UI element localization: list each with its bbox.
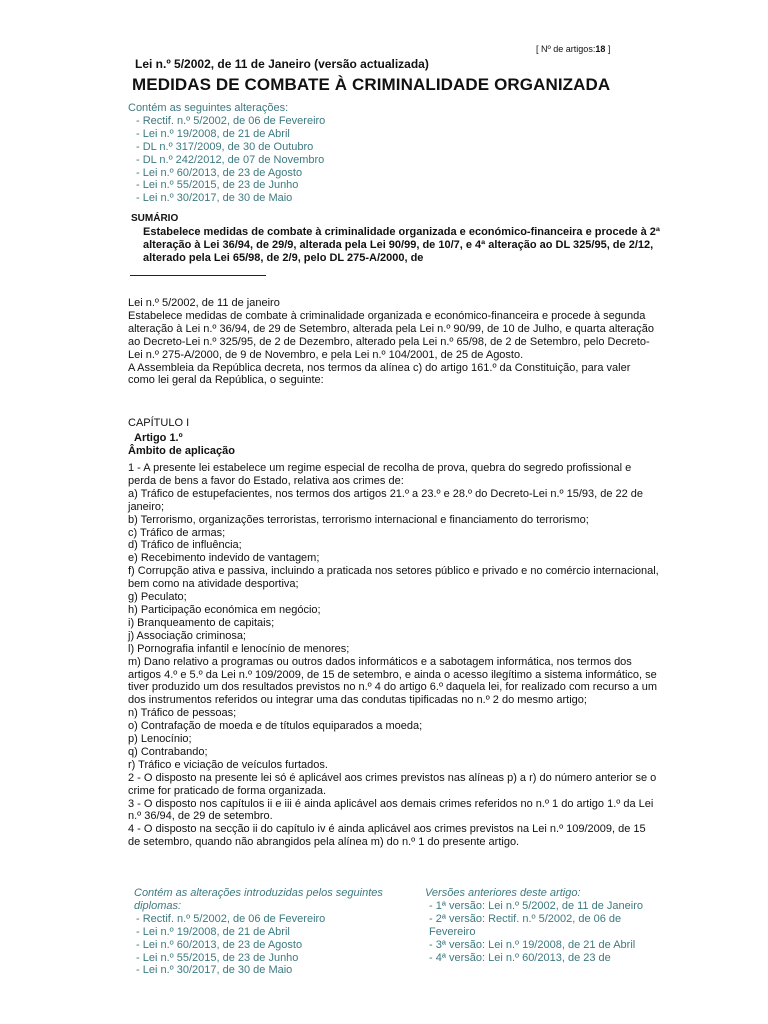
article-line: 3 - O disposto nos capítulos ii e iii é ainda aplicável aos demais crimes referidos no n.º 1 do artigo 1.º da Lei n.º 36/94, de 29 de setembro. bbox=[128, 797, 654, 823]
change-link[interactable]: - Lei n.º 19/2008, de 21 de Abril bbox=[136, 127, 290, 140]
article-line: 2 - O disposto na presente lei só é aplicável aos crimes previstos nas alíneas p) a r) do número anterior se o crime for praticado de forma organizada. bbox=[128, 771, 657, 797]
divider bbox=[130, 275, 266, 276]
article-title: Artigo 1.º bbox=[134, 432, 183, 444]
preamble-line: Estabelece medidas de combate à criminalidade organizada e económico-financeira e procede à segunda alteração à Lei n.º 36/94, de 29 de Setembro, alterada pela Lei n.º 90/99, de 10 de Julho, e quarta alteração ao Decreto-Lei n.º 325/95, de 2 de Dezembro, alterado pela Lei n.º 65/98, de 2 de Setembro, pelo Decreto-Lei n.º 275-A/2000, de 9 de Novembro, e pela Lei n.º 104/2001, de 25 de Agosto. bbox=[128, 309, 655, 361]
amendments-heading: Contém as alterações introduzidas pelos seguintes diplomas: bbox=[134, 887, 383, 912]
changes-list bbox=[128, 102, 325, 205]
article-line: h) Participação económica em negócio; bbox=[128, 603, 321, 616]
article-subtitle: Âmbito de aplicação bbox=[128, 445, 235, 457]
article-line: f) Corrupção ativa e passiva, incluindo a praticada nos setores público e privado e no comércio internacional, bem como na atividade desportiva; bbox=[128, 565, 659, 591]
change-link[interactable]: - Rectif. n.º 5/2002, de 06 de Fevereiro bbox=[136, 114, 326, 127]
article-line: q) Contrabando; bbox=[128, 745, 208, 758]
change-link[interactable]: - Lei n.º 60/2013, de 23 de Agosto bbox=[136, 166, 303, 179]
page-title: MEDIDAS DE COMBATE À CRIMINALIDADE ORGANIZADA bbox=[132, 75, 611, 94]
change-link[interactable]: - DL n.º 317/2009, de 30 de Outubro bbox=[136, 140, 314, 153]
article-line: o) Contrafação de moeda e de títulos equiparados a moeda; bbox=[128, 720, 423, 733]
preamble bbox=[128, 297, 660, 387]
article-line: g) Peculato; bbox=[128, 591, 187, 604]
article-count-suffix: ] bbox=[607, 44, 611, 54]
changes-heading: Contém as seguintes alterações: bbox=[128, 102, 289, 114]
article-line: e) Recebimento indevido de vantagem; bbox=[128, 552, 320, 565]
version-link[interactable]: - 2ª versão: Rectif. n.º 5/2002, de 06 de Fevereiro bbox=[429, 912, 622, 938]
amendment-link[interactable]: - Lei n.º 60/2013, de 23 de Agosto bbox=[136, 938, 303, 951]
article-line: n) Tráfico de pessoas; bbox=[128, 707, 237, 720]
article-count-prefix: [ Nº de artigos: bbox=[536, 44, 596, 54]
chapter-heading: CAPÍTULO I bbox=[128, 417, 190, 429]
article-body bbox=[128, 462, 660, 849]
amendments-list bbox=[128, 887, 390, 977]
article-line: i) Branqueamento de capitais; bbox=[128, 616, 275, 629]
previous-versions-heading: Versões anteriores deste artigo: bbox=[425, 887, 581, 899]
article-line: j) Associação criminosa; bbox=[128, 629, 246, 642]
change-link[interactable]: - Lei n.º 30/2017, de 30 de Maio bbox=[136, 192, 293, 205]
version-link[interactable]: - 4ª versão: Lei n.º 60/2013, de 23 de bbox=[429, 951, 611, 964]
summary-text: Estabelece medidas de combate à criminalidade organizada e económico-financeira e procede à 2ª alteração à Lei 36/94, de 29/9, alterada pela Lei 90/99, de 10/7, e 4ª alteração ao DL 325/95, de 2/12, alterado pela Lei 65/98, de 2/9, pelo DL 275-A/2000, de bbox=[143, 226, 660, 264]
version-link[interactable]: - 1ª versão: Lei n.º 5/2002, de 11 de Janeiro bbox=[429, 899, 643, 912]
amendment-link[interactable]: - Rectif. n.º 5/2002, de 06 de Fevereiro bbox=[136, 912, 326, 925]
article-count bbox=[536, 43, 610, 56]
previous-versions-list bbox=[419, 887, 659, 964]
article-count-value: 18 bbox=[595, 44, 606, 54]
change-link[interactable]: - DL n.º 242/2012, de 07 de Novembro bbox=[136, 153, 325, 166]
preamble-line: A Assembleia da República decreta, nos termos da alínea c) do artigo 161.º da Constituição, para valer como lei geral da República, o seguinte: bbox=[128, 361, 631, 387]
amendment-link[interactable]: - Lei n.º 55/2015, de 23 de Junho bbox=[136, 951, 299, 964]
law-title: Lei n.º 5/2002, de 11 de Janeiro (versão actualizada) bbox=[135, 57, 429, 71]
amendment-link[interactable]: - Lei n.º 19/2008, de 21 de Abril bbox=[136, 925, 290, 938]
summary-label: SUMÁRIO bbox=[131, 213, 179, 224]
amendment-link[interactable]: - Lei n.º 30/2017, de 30 de Maio bbox=[136, 964, 293, 977]
article-line: l) Pornografia infantil e lenocínio de menores; bbox=[128, 642, 350, 655]
change-link[interactable]: - Lei n.º 55/2015, de 23 de Junho bbox=[136, 179, 299, 192]
article-line: a) Tráfico de estupefacientes, nos termos dos artigos 21.º a 23.º e 28.º do Decreto-Lei n.º 15/93, de 22 de janeiro; bbox=[128, 487, 644, 513]
article-line: 1 - A presente lei estabelece um regime especial de recolha de prova, quebra do segredo profissional e perda de bens a favor do Estado, relativa aos crimes de: bbox=[128, 462, 632, 487]
article-line: r) Tráfico e viciação de veículos furtados. bbox=[128, 758, 328, 771]
preamble-line: Lei n.º 5/2002, de 11 de janeiro bbox=[128, 297, 280, 309]
version-link[interactable]: - 3ª versão: Lei n.º 19/2008, de 21 de Abril bbox=[429, 938, 636, 951]
article-line: m) Dano relativo a programas ou outros dados informáticos e a sabotagem informática, nos termos dos artigos 4.º e 5.º da Lei n.º 109/2009, de 15 de setembro, e ainda o acesso ilegítimo a sistema informático, se tiver produzido um dos resultados previstos no n.º 4 do artigo 6.º daquela lei, for realizado com recurso a um dos instrumentos referidos ou integrar uma das condutas tipificadas no n.º 2 do mesmo artigo; bbox=[128, 655, 657, 707]
article-line: c) Tráfico de armas; bbox=[128, 526, 226, 539]
article-line: p) Lenocínio; bbox=[128, 733, 192, 746]
article-line: 4 - O disposto na secção ii do capítulo iv é ainda aplicável aos crimes previstos na Lei n.º 109/2009, de 15 de setembro, quando não abrangidos pela alínea m) do n.º 1 do presente artigo. bbox=[128, 823, 646, 849]
article-line: b) Terrorismo, organizações terroristas, terrorismo internacional e financiamento do terrorismo; bbox=[128, 513, 589, 526]
article-line: d) Tráfico de influência; bbox=[128, 539, 242, 552]
